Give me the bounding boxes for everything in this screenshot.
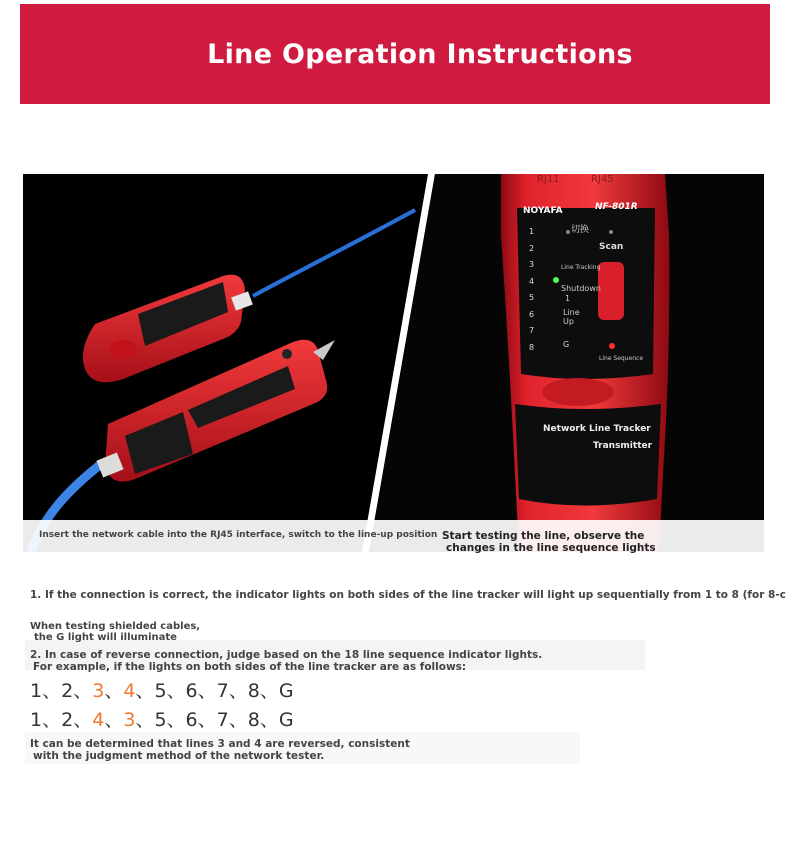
indicator-g: G [563, 340, 570, 349]
title-banner [20, 4, 770, 104]
rj11-label: RJ11 [537, 174, 560, 185]
right-caption-line-1: Start testing the line, observe the [442, 530, 645, 542]
sequence-number: 7 [216, 709, 229, 731]
model-label: NF-801R [595, 202, 638, 212]
sequence-separator: 、 [228, 680, 248, 702]
brand-logo: NOYAFA [523, 206, 563, 216]
sequence-separator: 、 [135, 709, 155, 731]
switch-label: 切换 [571, 225, 590, 235]
position-one-label: 1 [565, 294, 571, 303]
sequence-number: 2 [61, 680, 74, 702]
sequence-number: 3 [123, 709, 136, 731]
conclusion [30, 738, 410, 762]
product-type: Transmitter [593, 441, 653, 451]
instruction-2-line-2: For example, if the lights on both sides of the line tracker are as follows: [33, 661, 467, 673]
shielded-note-line-2: the G light will illuminate [34, 632, 177, 643]
sequence-separator: 、 [42, 680, 62, 702]
sequence-number: 6 [185, 680, 198, 702]
left-photo-caption: Insert the network cable into the RJ45 interface, switch to the line-up position [39, 530, 438, 540]
sequence-separator: 、 [73, 709, 93, 731]
sequence-separator: 、 [259, 680, 279, 702]
sequence-separator: 、 [166, 709, 186, 731]
sequence-separator: 、 [104, 680, 124, 702]
sequence-number: 7 [216, 680, 229, 702]
right-photo-caption [442, 530, 656, 554]
instruction-1: 1. If the connection is correct, the indicator lights on both sides of the line tracker will light up sequentially from 1 to 8 (for 8-c [30, 589, 786, 601]
sequence-separator: 、 [135, 680, 155, 702]
sequence-number: 5 [154, 709, 167, 731]
instruction-2-line-1: 2. In case of reverse connection, judge based on the 18 line sequence indicator lights. [30, 649, 543, 661]
rj45-label: RJ45 [591, 174, 614, 185]
sequence-number: G [278, 709, 294, 731]
product-photo-panel [23, 174, 764, 552]
sequence-number: 4 [123, 680, 136, 702]
scan-label: Scan [599, 242, 624, 252]
conclusion-line-1: It can be determined that lines 3 and 4 are reversed, consistent [30, 738, 410, 750]
sequence-number: 8 [247, 680, 260, 702]
conclusion-line-2: with the judgment method of the network tester. [33, 750, 325, 762]
sequence-number: 2 [61, 709, 74, 731]
right-caption-line-2: changes in the line sequence lights [446, 542, 656, 554]
sequence-separator: 、 [73, 680, 93, 702]
sequence-number: 3 [92, 680, 105, 702]
sequence-number: 8 [247, 709, 260, 731]
sequence-example-2 [30, 705, 294, 732]
sequence-number: G [278, 680, 294, 702]
sequence-example-1 [30, 676, 294, 703]
sequence-separator: 、 [259, 709, 279, 731]
sequence-separator: 、 [228, 709, 248, 731]
sequence-separator: 、 [166, 680, 186, 702]
sequence-number: 6 [185, 709, 198, 731]
indicator-numbers: 1 2 3 4 5 6 7 8 [529, 227, 535, 352]
page-title: Line Operation Instructions [207, 39, 633, 70]
instruction-2 [30, 649, 542, 673]
sequence-number: 4 [92, 709, 105, 731]
shutdown-label: Shutdown [561, 284, 601, 293]
sequence-number: 1 [30, 680, 43, 702]
product-photo-illustration [23, 174, 764, 552]
line-up-label-2: Up [563, 317, 574, 326]
line-sequence-label: Line Sequence [599, 355, 644, 362]
sequence-number: 5 [154, 680, 167, 702]
sequence-separator: 、 [42, 709, 62, 731]
product-name: Network Line Tracker [543, 424, 651, 434]
shielded-note-line-1: When testing shielded cables, [30, 621, 201, 632]
sequence-separator: 、 [104, 709, 124, 731]
sequence-separator: 、 [197, 709, 217, 731]
sequence-separator: 、 [197, 680, 217, 702]
line-up-label: Line [563, 308, 580, 317]
shielded-note [30, 621, 200, 643]
sequence-number: 1 [30, 709, 43, 731]
line-tracking-label: Line Tracking [561, 264, 601, 271]
